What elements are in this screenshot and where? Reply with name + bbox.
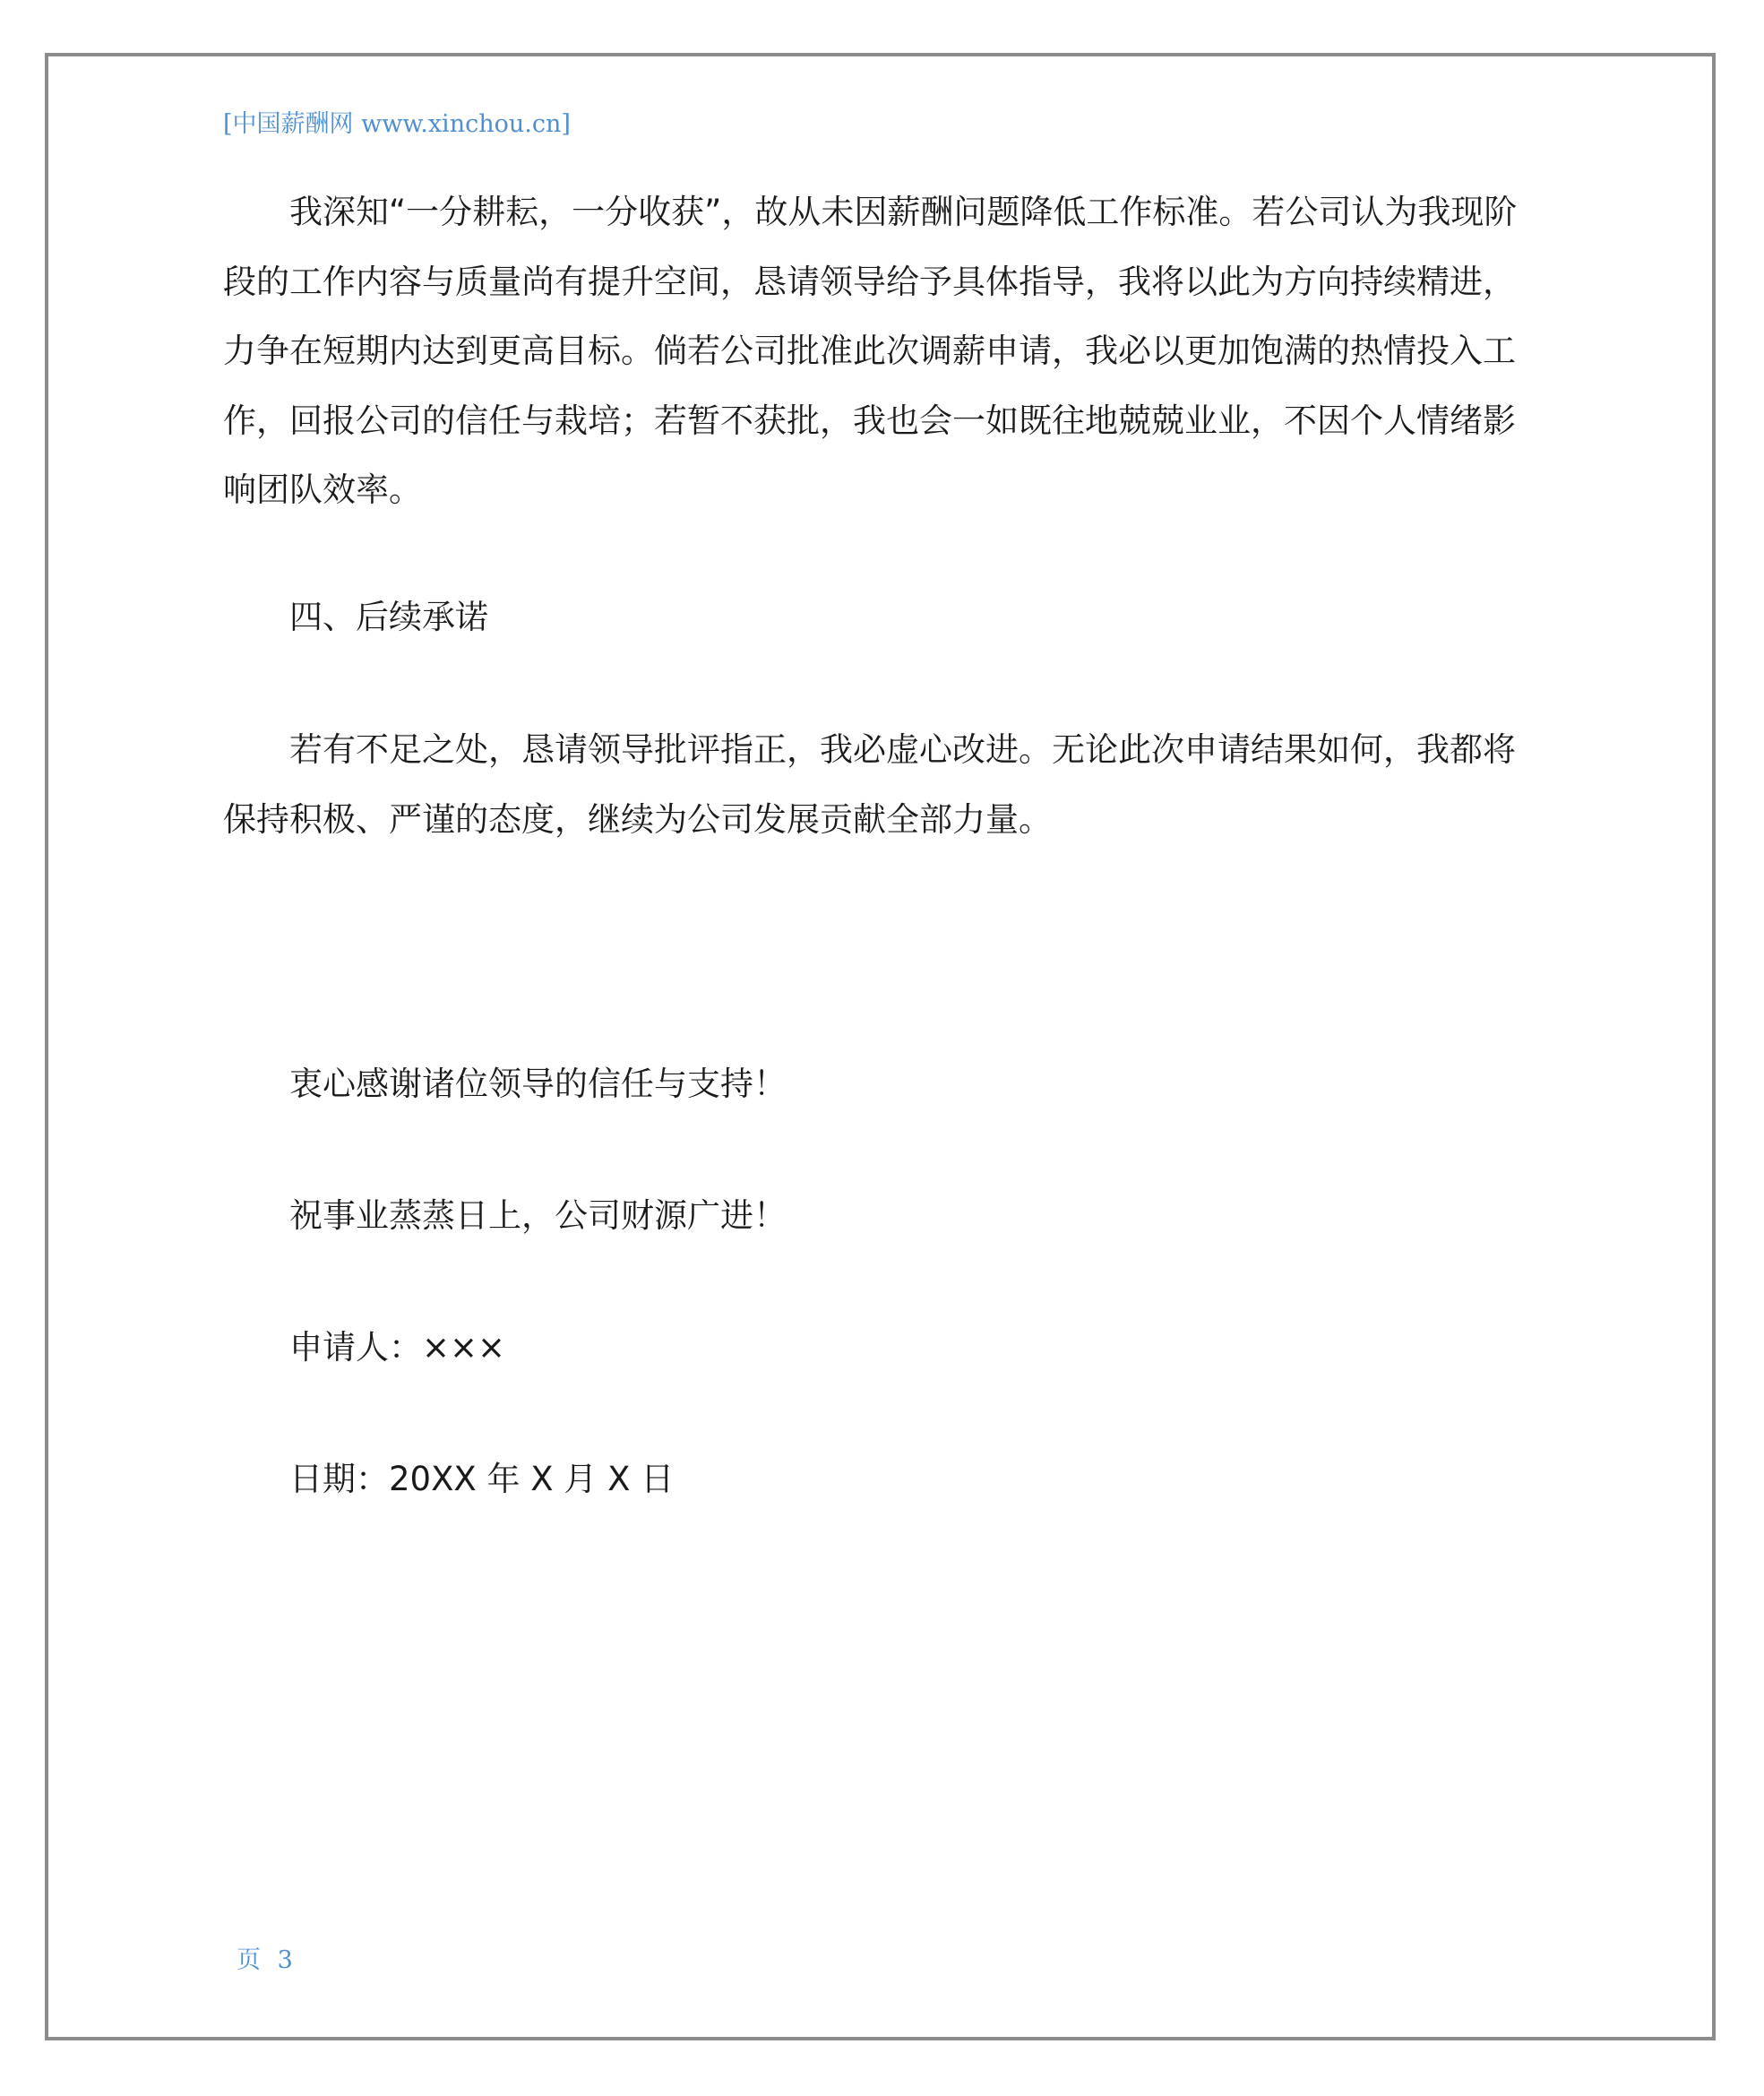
paragraph-commitment-to-work xyxy=(223,177,1544,525)
thanks-line: 衷心感谢诸位领导的信任与支持！ xyxy=(289,1065,787,1103)
paragraph-line: 响团队效率。 xyxy=(223,470,422,509)
paragraph-line: 保持积极、严谨的态度，继续为公司发展贡献全部力量。 xyxy=(223,799,1052,839)
header-site-label[interactable]: [中国薪酬网 www.xinchou.cn] xyxy=(223,110,571,138)
applicant-line: 申请人：××× xyxy=(289,1328,506,1367)
paragraph-line: 力争在短期内达到更高目标。倘若公司批准此次调薪申请，我必以更加饱满的热情投入工 xyxy=(223,332,1516,370)
section-heading-follow-up-commitment: 四、后续承诺 xyxy=(289,598,488,636)
paragraph-line: 段的工作内容与质量尚有提升空间，恳请领导给予具体指导，我将以此为方向持续精进， xyxy=(223,262,1516,301)
wishes-line: 祝事业蒸蒸日上，公司财源广进！ xyxy=(289,1196,787,1235)
paragraph-line: 若有不足之处，恳请领导批评指正，我必虚心改进。无论此次申请结果如何，我都将 xyxy=(289,730,1516,769)
paragraph-line: 作，回报公司的信任与栽培；若暂不获批，我也会一如既往地兢兢业业，不因个人情绪影 xyxy=(223,401,1516,440)
page-number: 页 3 xyxy=(237,1946,293,1974)
date-line: 日期：20XX 年 X 月 X 日 xyxy=(289,1460,675,1498)
paragraph-closing-commitment xyxy=(223,715,1544,854)
paragraph-line: 我深知“一分耕耘，一分收获”，故从未因薪酬问题降低工作标准。若公司认为我现阶 xyxy=(289,193,1518,231)
